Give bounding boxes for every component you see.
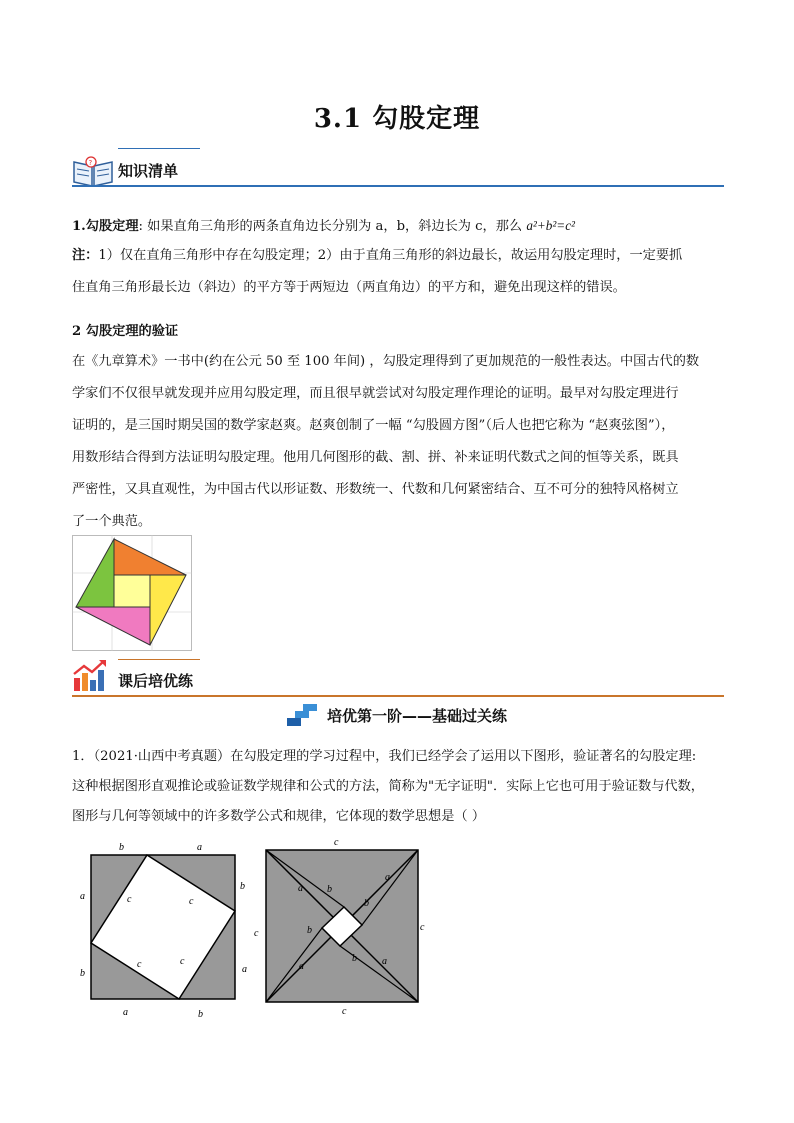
label-c: c bbox=[180, 956, 185, 967]
label-a: a bbox=[299, 961, 304, 972]
note-paragraph bbox=[72, 240, 724, 304]
label-c: c bbox=[342, 1006, 347, 1017]
book-icon bbox=[72, 154, 114, 188]
theorem-formula: a²+b²=c² bbox=[526, 218, 576, 233]
section-heading: 课后培优练 bbox=[118, 672, 194, 690]
bar-chart-icon bbox=[72, 658, 108, 692]
question-line: 1．（2021·山西中考真题）在勾股定理的学习过程中，我们已经学会了运用以下图形，验证著名的勾股定理: bbox=[72, 749, 697, 764]
label-c: c bbox=[137, 959, 142, 970]
label-b: b bbox=[198, 1009, 203, 1020]
note-line: 1）仅在直角三角形中存在勾股定理；2）由于直角三角形的斜边最长，故运用勾股定理时，一定要抓 bbox=[98, 248, 683, 263]
question-1 bbox=[72, 742, 724, 832]
verify-heading: 2 勾股定理的验证 bbox=[72, 324, 179, 339]
label-b: b bbox=[364, 898, 369, 909]
header-accent-line bbox=[118, 659, 200, 660]
label-a: a bbox=[80, 891, 85, 902]
zhao-shuang-diagram bbox=[72, 535, 192, 651]
section-rule bbox=[72, 695, 724, 697]
label-a: a bbox=[242, 964, 247, 975]
label-c: c bbox=[189, 896, 194, 907]
text-line: 学家们不仅很早就发现并应用勾股定理，而且很早就尝试对勾股定理作理论的证明。最早对勾股定理进行 bbox=[72, 386, 679, 401]
label-c: c bbox=[127, 894, 132, 905]
proof-figure-right bbox=[254, 836, 434, 1020]
section-heading: 知识清单 bbox=[118, 162, 179, 180]
note-label: 注： bbox=[72, 248, 99, 263]
label-c: c bbox=[254, 928, 259, 939]
label-c: c bbox=[420, 922, 425, 933]
section-header-practice bbox=[72, 658, 724, 698]
label-b: b bbox=[80, 968, 85, 979]
label-b: b bbox=[307, 925, 312, 936]
proof-figure-left bbox=[76, 838, 256, 1022]
theorem-label: 1.勾股定理 bbox=[72, 219, 139, 234]
label-b: b bbox=[352, 953, 357, 964]
question-line: 这种根据图形直观推论或验证数学规律和公式的方法，简称为"无字证明"．实际上它也可用于验证数与代数， bbox=[72, 779, 704, 794]
stage-heading: 培优第一阶——基础过关练 bbox=[0, 702, 794, 732]
label-b: b bbox=[327, 884, 332, 895]
text-line: 严密性，又具直观性，为中国古代以形证数、形数统一、代数和几何紧密结合、互不可分的独特风格树立 bbox=[72, 482, 679, 497]
verify-paragraph bbox=[72, 346, 724, 538]
svg-text:?: ? bbox=[88, 159, 93, 167]
label-a: a bbox=[385, 872, 390, 883]
section-rule bbox=[72, 185, 724, 187]
theorem-line bbox=[72, 210, 724, 243]
label-a: a bbox=[197, 842, 202, 853]
header-accent-line bbox=[118, 148, 200, 149]
label-a: a bbox=[298, 883, 303, 894]
label-a: a bbox=[382, 956, 387, 967]
page-title: 3.1 勾股定理 bbox=[313, 104, 481, 134]
section-header-knowledge bbox=[72, 148, 724, 190]
question-line: 图形与几何等领域中的许多数学公式和规律，它体现的数学思想是（ ） bbox=[72, 809, 486, 824]
label-b: b bbox=[119, 842, 124, 853]
text-line: 了一个典范。 bbox=[72, 514, 152, 529]
stairs-icon bbox=[287, 702, 319, 728]
theorem-text: : 如果直角三角形的两条直角边长分别为 a，b，斜边长为 c，那么 bbox=[138, 219, 527, 234]
text-line: 证明的，是三国时期吴国的数学家赵爽。赵爽创制了一幅 “勾股圆方图”（后人也把它称为 “赵爽弦图”）， bbox=[72, 418, 675, 433]
label-b: b bbox=[240, 881, 245, 892]
label-a: a bbox=[123, 1007, 128, 1018]
text-line: 用数形结合得到方法证明勾股定理。他用几何图形的截、割、拼、补来证明代数式之间的恒等关系，既具 bbox=[72, 450, 679, 465]
label-c: c bbox=[334, 837, 339, 848]
note-line: 住直角三角形最长边（斜边）的平方等于两短边（两直角边）的平方和，避免出现这样的错误。 bbox=[72, 280, 626, 295]
text-line: 在《九章算术》一书中(约在公元 50 至 100 年间) ，勾股定理得到了更加规范的一般性表达。中国古代的数 bbox=[72, 354, 700, 369]
